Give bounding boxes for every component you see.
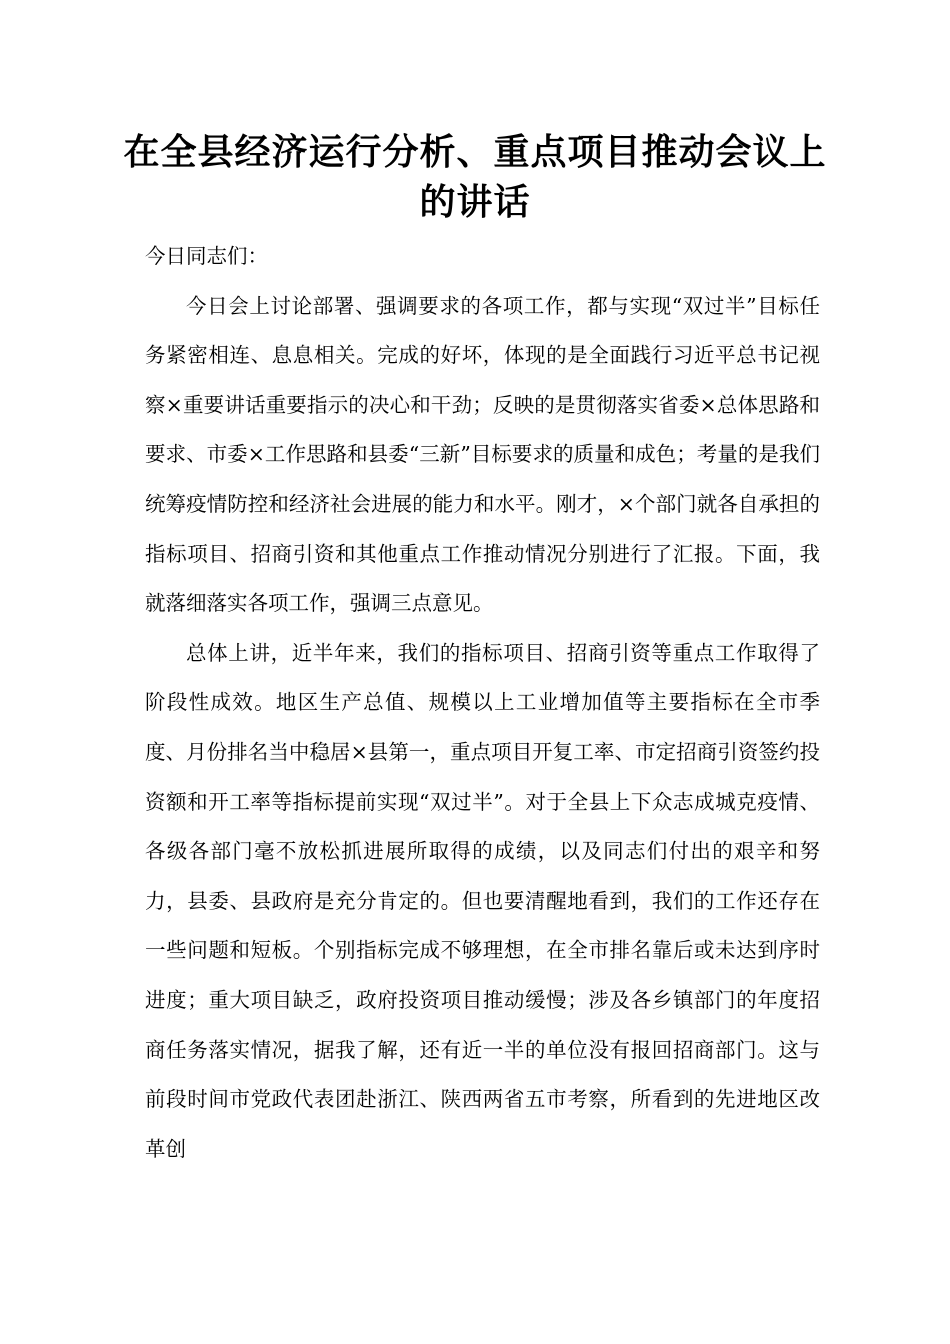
paragraph-1: 今日会上讨论部署、强调要求的各项工作，都与实现“双过半”目标任务紧密相连、息息相关。完成的好坏，体现的是全面践行习近平总书记视察×重要讲话重要指示的决心和干劲；反映的是贯彻落实省委×总体思路和要求、市委×工作思路和县委“三新”目标要求的质量和成色；考量的是我们统筹疫情防控和经济社会进展的能力和水平。刚才，×个部门就各自承担的指标项目、招商引资和其他重点工作推动情况分别进行了汇报。下面，我就落细落实各项工作，强调三点意见。 — [145, 293, 820, 616]
document-title: 在全县经济运行分析、重点项目推动会议上的讲话 — [123, 132, 827, 223]
salutation: 今日同志们： — [145, 244, 268, 268]
document-body — [145, 232, 820, 1174]
paragraph-2: 总体上讲，近半年来，我们的指标项目、招商引资等重点工作取得了阶段性成效。地区生产总值、规模以上工业增加值等主要指标在全市季度、月份排名当中稳居×县第一，重点项目开复工率、市定招商引资签约投资额和开工率等指标提前实现“双过半”。对于全县上下众志成城克疫情、各级各部门毫不放松抓进展所取得的成绩，以及同志们付出的艰辛和努力，县委、县政府是充分肯定的。但也要清醒地看到，我们的工作还存在一些问题和短板。个别指标完成不够理想，在全市排名靠后或未达到序时进度；重大项目缺乏，政府投资项目推动缓慢；涉及各乡镇部门的年度招商任务落实情况，据我了解，还有近一半的单位没有报回招商部门。这与前段时间市党政代表团赴浙江、陕西两省五市考察，所看到的先进地区改革创 — [145, 640, 820, 1161]
